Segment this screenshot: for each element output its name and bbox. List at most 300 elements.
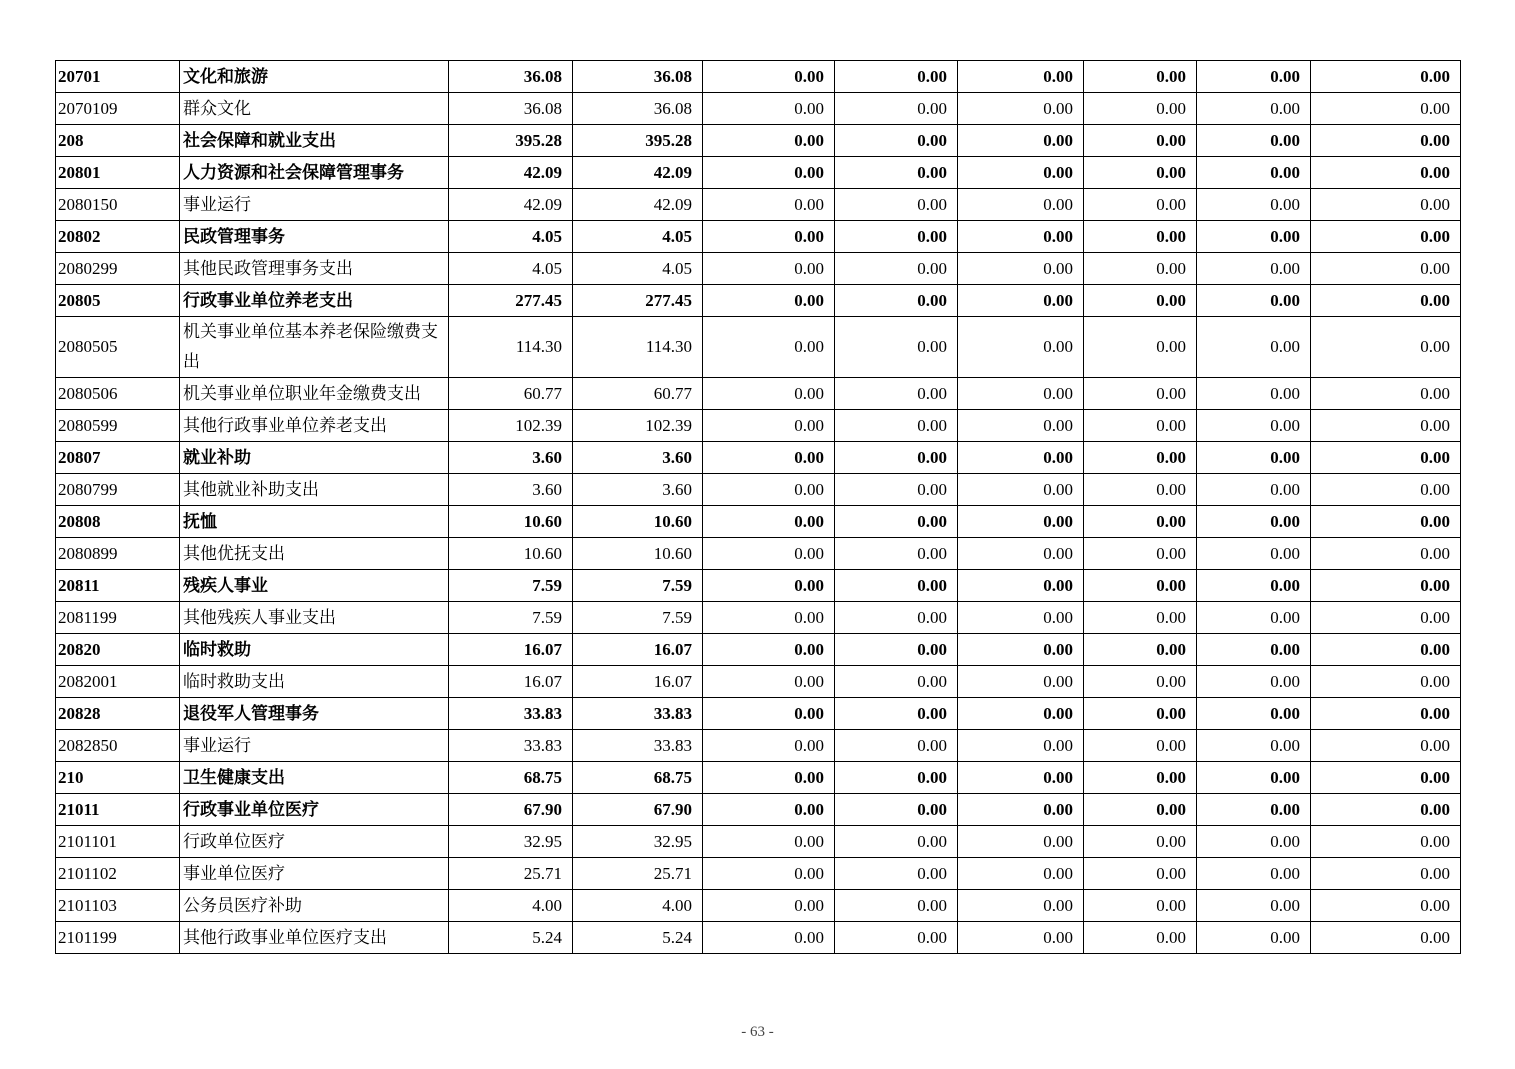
row-value: 0.00: [835, 61, 958, 93]
budget-table: [55, 60, 1461, 954]
page-number: - 63 -: [741, 1024, 774, 1040]
row-value: 0.00: [835, 666, 958, 698]
row-value: 16.07: [449, 666, 573, 698]
row-code: 20828: [56, 698, 180, 730]
row-value: 0.00: [703, 762, 835, 794]
row-value: 0.00: [1311, 890, 1461, 922]
row-value: 0.00: [958, 506, 1084, 538]
row-value: 0.00: [1084, 442, 1197, 474]
row-value: 67.90: [449, 794, 573, 826]
row-value: 0.00: [703, 410, 835, 442]
row-value: 36.08: [573, 93, 703, 125]
row-value: 36.08: [449, 61, 573, 93]
row-value: 0.00: [835, 221, 958, 253]
table-row: [56, 698, 1461, 730]
row-value: 0.00: [1084, 794, 1197, 826]
row-code: 2080899: [56, 538, 180, 570]
row-value: 277.45: [449, 285, 573, 317]
row-value: 4.05: [573, 253, 703, 285]
row-value: 0.00: [958, 922, 1084, 954]
row-value: 0.00: [703, 93, 835, 125]
row-value: 0.00: [1311, 602, 1461, 634]
row-code: 2080599: [56, 410, 180, 442]
row-value: 0.00: [703, 442, 835, 474]
row-value: 102.39: [573, 410, 703, 442]
table-row: [56, 93, 1461, 125]
row-value: 4.00: [449, 890, 573, 922]
row-code: 2070109: [56, 93, 180, 125]
table-row: [56, 922, 1461, 954]
row-code: 2080150: [56, 189, 180, 221]
row-value: 0.00: [835, 858, 958, 890]
row-value: 0.00: [1311, 221, 1461, 253]
row-value: 0.00: [1311, 317, 1461, 378]
row-value: 0.00: [703, 858, 835, 890]
row-value: 0.00: [703, 378, 835, 410]
row-value: 0.00: [1084, 634, 1197, 666]
row-value: 0.00: [958, 442, 1084, 474]
table-row: [56, 378, 1461, 410]
row-value: 0.00: [703, 890, 835, 922]
row-value: 0.00: [1311, 570, 1461, 602]
row-value: 60.77: [449, 378, 573, 410]
row-value: 0.00: [1084, 858, 1197, 890]
row-value: 16.07: [573, 666, 703, 698]
table-row: [56, 858, 1461, 890]
row-value: 0.00: [1197, 634, 1311, 666]
row-value: 0.00: [835, 506, 958, 538]
row-value: 0.00: [1311, 285, 1461, 317]
row-value: 0.00: [1197, 922, 1311, 954]
row-value: 10.60: [573, 506, 703, 538]
row-value: 0.00: [958, 730, 1084, 762]
row-value: 0.00: [1084, 730, 1197, 762]
table-row: [56, 794, 1461, 826]
row-value: 0.00: [1197, 474, 1311, 506]
row-value: 0.00: [835, 730, 958, 762]
row-code: 2101103: [56, 890, 180, 922]
row-value: 0.00: [1311, 442, 1461, 474]
row-value: 0.00: [835, 698, 958, 730]
table-row: [56, 666, 1461, 698]
row-value: 0.00: [958, 570, 1084, 602]
row-value: 0.00: [835, 538, 958, 570]
row-value: 25.71: [573, 858, 703, 890]
row-value: 5.24: [449, 922, 573, 954]
row-code: 2101199: [56, 922, 180, 954]
row-name: 公务员医疗补助: [180, 890, 449, 922]
table-row: [56, 442, 1461, 474]
row-code: 20807: [56, 442, 180, 474]
table-row: [56, 61, 1461, 93]
row-code: 2082001: [56, 666, 180, 698]
row-value: 0.00: [703, 317, 835, 378]
row-value: 0.00: [835, 826, 958, 858]
row-value: 0.00: [703, 221, 835, 253]
row-value: 114.30: [449, 317, 573, 378]
row-value: 3.60: [573, 442, 703, 474]
row-value: 0.00: [835, 410, 958, 442]
row-value: 16.07: [573, 634, 703, 666]
row-value: 0.00: [1311, 698, 1461, 730]
row-value: 0.00: [1197, 157, 1311, 189]
row-code: 2080505: [56, 317, 180, 378]
row-code: 20820: [56, 634, 180, 666]
row-value: 102.39: [449, 410, 573, 442]
row-value: 0.00: [958, 189, 1084, 221]
row-name: 群众文化: [180, 93, 449, 125]
row-name: 事业单位医疗: [180, 858, 449, 890]
row-code: 2080506: [56, 378, 180, 410]
table-row: [56, 189, 1461, 221]
table-row: [56, 570, 1461, 602]
row-value: 0.00: [1311, 826, 1461, 858]
row-value: 0.00: [1197, 538, 1311, 570]
row-value: 33.83: [449, 730, 573, 762]
table-row: [56, 826, 1461, 858]
row-name: 行政单位医疗: [180, 826, 449, 858]
row-value: 0.00: [958, 285, 1084, 317]
row-code: 2101101: [56, 826, 180, 858]
row-value: 0.00: [958, 762, 1084, 794]
row-value: 42.09: [573, 189, 703, 221]
table-row: [56, 410, 1461, 442]
row-value: 0.00: [1197, 858, 1311, 890]
row-name: 其他残疾人事业支出: [180, 602, 449, 634]
row-value: 0.00: [1311, 157, 1461, 189]
row-value: 0.00: [958, 378, 1084, 410]
row-name: 机关事业单位基本养老保险缴费支出: [180, 317, 449, 378]
row-value: 0.00: [1197, 826, 1311, 858]
row-value: 0.00: [703, 474, 835, 506]
table-row: [56, 317, 1461, 378]
row-value: 0.00: [1084, 93, 1197, 125]
row-value: 3.60: [573, 474, 703, 506]
row-value: 0.00: [703, 538, 835, 570]
row-value: 0.00: [1311, 253, 1461, 285]
row-code: 20801: [56, 157, 180, 189]
row-value: 0.00: [958, 698, 1084, 730]
row-value: 0.00: [835, 378, 958, 410]
row-value: 0.00: [1084, 285, 1197, 317]
row-value: 0.00: [1084, 157, 1197, 189]
row-value: 0.00: [958, 474, 1084, 506]
row-value: 42.09: [449, 189, 573, 221]
row-value: 0.00: [703, 922, 835, 954]
row-value: 33.83: [449, 698, 573, 730]
row-value: 0.00: [1084, 922, 1197, 954]
row-name: 临时救助支出: [180, 666, 449, 698]
table-row: [56, 538, 1461, 570]
table-body: [56, 61, 1461, 954]
row-value: 0.00: [958, 666, 1084, 698]
row-value: 0.00: [1197, 698, 1311, 730]
row-value: 4.05: [449, 221, 573, 253]
row-value: 0.00: [958, 157, 1084, 189]
row-name: 卫生健康支出: [180, 762, 449, 794]
row-name: 社会保障和就业支出: [180, 125, 449, 157]
row-value: 0.00: [703, 253, 835, 285]
row-value: 0.00: [1084, 506, 1197, 538]
row-value: 4.05: [449, 253, 573, 285]
row-name: 机关事业单位职业年金缴费支出: [180, 378, 449, 410]
row-value: 68.75: [449, 762, 573, 794]
row-value: 0.00: [1084, 826, 1197, 858]
table-row: [56, 506, 1461, 538]
row-value: 0.00: [703, 125, 835, 157]
row-value: 0.00: [1084, 61, 1197, 93]
row-name: 残疾人事业: [180, 570, 449, 602]
row-value: 0.00: [1311, 474, 1461, 506]
row-value: 0.00: [1311, 378, 1461, 410]
row-code: 2101102: [56, 858, 180, 890]
row-name: 就业补助: [180, 442, 449, 474]
row-value: 0.00: [1311, 506, 1461, 538]
row-name: 临时救助: [180, 634, 449, 666]
row-value: 0.00: [958, 858, 1084, 890]
row-value: 7.59: [449, 602, 573, 634]
row-value: 0.00: [1197, 221, 1311, 253]
row-value: 0.00: [703, 602, 835, 634]
row-value: 33.83: [573, 698, 703, 730]
row-value: 0.00: [1311, 410, 1461, 442]
table-row: [56, 890, 1461, 922]
row-value: 0.00: [1084, 378, 1197, 410]
row-value: 277.45: [573, 285, 703, 317]
row-value: 0.00: [703, 794, 835, 826]
row-value: 36.08: [449, 93, 573, 125]
row-value: 60.77: [573, 378, 703, 410]
row-value: 32.95: [573, 826, 703, 858]
row-value: 0.00: [1197, 253, 1311, 285]
row-value: 0.00: [835, 602, 958, 634]
row-value: 0.00: [958, 890, 1084, 922]
row-name: 行政事业单位养老支出: [180, 285, 449, 317]
row-value: 0.00: [835, 794, 958, 826]
row-value: 10.60: [449, 506, 573, 538]
row-value: 0.00: [835, 474, 958, 506]
row-code: 2080299: [56, 253, 180, 285]
row-value: 7.59: [573, 602, 703, 634]
row-value: 0.00: [835, 890, 958, 922]
row-value: 0.00: [1311, 666, 1461, 698]
row-value: 0.00: [835, 570, 958, 602]
row-code: 20808: [56, 506, 180, 538]
row-value: 0.00: [1084, 125, 1197, 157]
row-value: 0.00: [1084, 410, 1197, 442]
row-value: 0.00: [835, 634, 958, 666]
row-value: 0.00: [1197, 730, 1311, 762]
row-value: 0.00: [1197, 93, 1311, 125]
table-row: [56, 221, 1461, 253]
row-name: 文化和旅游: [180, 61, 449, 93]
row-value: 0.00: [1311, 858, 1461, 890]
row-value: 0.00: [958, 634, 1084, 666]
row-value: 0.00: [958, 61, 1084, 93]
row-value: 5.24: [573, 922, 703, 954]
row-value: 0.00: [703, 634, 835, 666]
row-value: 0.00: [1197, 890, 1311, 922]
row-value: 0.00: [1084, 538, 1197, 570]
row-value: 0.00: [1084, 253, 1197, 285]
row-value: 0.00: [1311, 730, 1461, 762]
row-name: 其他民政管理事务支出: [180, 253, 449, 285]
row-value: 0.00: [703, 570, 835, 602]
row-value: 10.60: [449, 538, 573, 570]
row-value: 0.00: [703, 730, 835, 762]
row-value: 0.00: [1084, 189, 1197, 221]
row-code: 20802: [56, 221, 180, 253]
row-value: 0.00: [703, 285, 835, 317]
row-value: 0.00: [835, 922, 958, 954]
table-row: [56, 730, 1461, 762]
row-name: 人力资源和社会保障管理事务: [180, 157, 449, 189]
row-value: 32.95: [449, 826, 573, 858]
row-value: 0.00: [1311, 93, 1461, 125]
row-value: 4.00: [573, 890, 703, 922]
row-value: 0.00: [1197, 666, 1311, 698]
row-value: 0.00: [1084, 221, 1197, 253]
row-value: 0.00: [958, 410, 1084, 442]
row-value: 114.30: [573, 317, 703, 378]
row-value: 0.00: [1197, 762, 1311, 794]
row-code: 20805: [56, 285, 180, 317]
row-name: 退役军人管理事务: [180, 698, 449, 730]
row-value: 0.00: [1197, 602, 1311, 634]
row-value: 36.08: [573, 61, 703, 93]
row-value: 0.00: [835, 442, 958, 474]
row-code: 208: [56, 125, 180, 157]
row-value: 0.00: [835, 762, 958, 794]
row-value: 0.00: [1084, 666, 1197, 698]
row-value: 0.00: [958, 317, 1084, 378]
row-value: 0.00: [1311, 794, 1461, 826]
row-value: 0.00: [835, 285, 958, 317]
row-value: 0.00: [1084, 474, 1197, 506]
row-value: 0.00: [1197, 410, 1311, 442]
row-name: 抚恤: [180, 506, 449, 538]
table-row: [56, 253, 1461, 285]
row-value: 0.00: [835, 125, 958, 157]
row-value: 0.00: [958, 125, 1084, 157]
row-value: 0.00: [1084, 317, 1197, 378]
table-row: [56, 634, 1461, 666]
row-value: 0.00: [1084, 890, 1197, 922]
row-value: 0.00: [1311, 189, 1461, 221]
row-value: 0.00: [703, 506, 835, 538]
row-value: 0.00: [703, 698, 835, 730]
row-value: 0.00: [703, 157, 835, 189]
row-value: 3.60: [449, 474, 573, 506]
row-value: 395.28: [449, 125, 573, 157]
table-row: [56, 157, 1461, 189]
row-value: 0.00: [1197, 285, 1311, 317]
row-value: 0.00: [1311, 762, 1461, 794]
row-value: 42.09: [573, 157, 703, 189]
row-value: 16.07: [449, 634, 573, 666]
row-value: 0.00: [703, 666, 835, 698]
row-value: 0.00: [703, 826, 835, 858]
row-value: 395.28: [573, 125, 703, 157]
row-value: 0.00: [1197, 317, 1311, 378]
row-value: 4.05: [573, 221, 703, 253]
row-value: 25.71: [449, 858, 573, 890]
row-value: 0.00: [835, 253, 958, 285]
row-value: 0.00: [958, 221, 1084, 253]
row-value: 0.00: [703, 189, 835, 221]
row-value: 0.00: [1197, 378, 1311, 410]
table-row: [56, 602, 1461, 634]
row-value: 0.00: [958, 253, 1084, 285]
row-value: 68.75: [573, 762, 703, 794]
row-value: 0.00: [1197, 125, 1311, 157]
row-name: 其他行政事业单位医疗支出: [180, 922, 449, 954]
table-row: [56, 762, 1461, 794]
row-value: 0.00: [835, 157, 958, 189]
table-row: [56, 285, 1461, 317]
row-value: 10.60: [573, 538, 703, 570]
row-code: 2081199: [56, 602, 180, 634]
row-code: 2082850: [56, 730, 180, 762]
row-value: 0.00: [1311, 538, 1461, 570]
row-value: 0.00: [1311, 634, 1461, 666]
row-value: 0.00: [1197, 570, 1311, 602]
row-value: 0.00: [1084, 698, 1197, 730]
row-code: 20811: [56, 570, 180, 602]
row-name: 事业运行: [180, 189, 449, 221]
row-value: 0.00: [1197, 189, 1311, 221]
row-value: 0.00: [958, 93, 1084, 125]
row-value: 0.00: [1197, 61, 1311, 93]
row-value: 0.00: [1084, 602, 1197, 634]
table-row: [56, 125, 1461, 157]
table-row: [56, 474, 1461, 506]
row-name: 事业运行: [180, 730, 449, 762]
row-value: 0.00: [835, 93, 958, 125]
row-value: 0.00: [1197, 506, 1311, 538]
row-value: 42.09: [449, 157, 573, 189]
row-value: 7.59: [573, 570, 703, 602]
row-name: 其他优抚支出: [180, 538, 449, 570]
row-value: 0.00: [1311, 61, 1461, 93]
row-code: 21011: [56, 794, 180, 826]
row-value: 33.83: [573, 730, 703, 762]
row-value: 67.90: [573, 794, 703, 826]
row-value: 0.00: [1197, 442, 1311, 474]
row-value: 0.00: [958, 602, 1084, 634]
row-name: 行政事业单位医疗: [180, 794, 449, 826]
row-value: 0.00: [958, 826, 1084, 858]
row-code: 20701: [56, 61, 180, 93]
row-value: 3.60: [449, 442, 573, 474]
row-value: 7.59: [449, 570, 573, 602]
row-code: 210: [56, 762, 180, 794]
row-code: 2080799: [56, 474, 180, 506]
row-value: 0.00: [835, 189, 958, 221]
row-value: 0.00: [958, 538, 1084, 570]
row-name: 其他就业补助支出: [180, 474, 449, 506]
row-name: 其他行政事业单位养老支出: [180, 410, 449, 442]
row-name: 民政管理事务: [180, 221, 449, 253]
row-value: 0.00: [703, 61, 835, 93]
row-value: 0.00: [1197, 794, 1311, 826]
row-value: 0.00: [835, 317, 958, 378]
row-value: 0.00: [1084, 570, 1197, 602]
row-value: 0.00: [1311, 922, 1461, 954]
row-value: 0.00: [1084, 762, 1197, 794]
row-value: 0.00: [958, 794, 1084, 826]
row-value: 0.00: [1311, 125, 1461, 157]
